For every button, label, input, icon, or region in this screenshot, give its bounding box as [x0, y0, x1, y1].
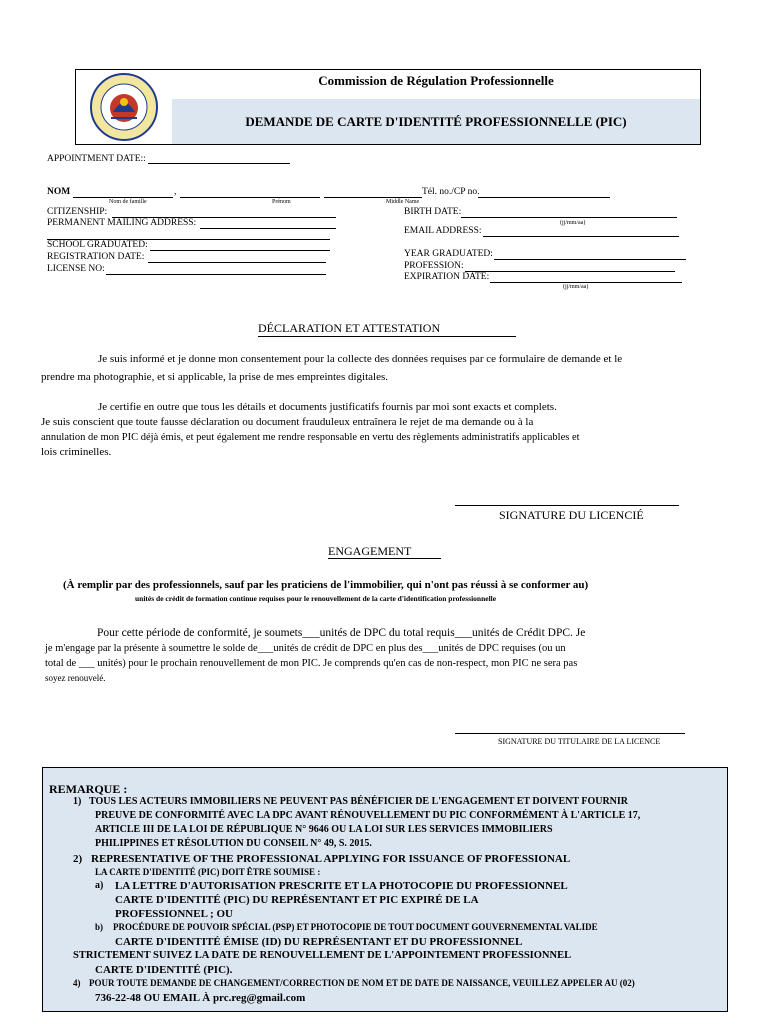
- email-field[interactable]: [483, 236, 679, 237]
- license-holder-signature-line[interactable]: [455, 733, 685, 734]
- appointment-date-label: APPOINTMENT DATE::: [47, 154, 146, 164]
- remark-item-2b-number: b): [95, 922, 104, 932]
- first-name-field[interactable]: [180, 197, 320, 198]
- nom-label: NOM: [47, 187, 71, 197]
- citizenship-label: CITIZENSHIP:: [47, 207, 108, 217]
- remark-item-4-line-1: POUR TOUTE DEMANDE DE CHANGEMENT/CORRECTION DE NOM ET DE DATE DE NAISSANCE, VEUILLEZ APPELER AU (02): [89, 978, 635, 988]
- registration-date-field[interactable]: [148, 262, 326, 263]
- remark-item-2-number: 2): [73, 853, 83, 865]
- appointment-date-field[interactable]: [148, 163, 290, 164]
- mailing-address-field[interactable]: [200, 228, 336, 229]
- remark-item-1-line-4: PHILIPPINES ET RÉSOLUTION DU CONSEIL N° 49, S. 2015.: [95, 838, 372, 849]
- year-graduated-label: YEAR GRADUATED:: [404, 249, 493, 259]
- engagement-paragraph: Pour cette période de conformité, je soumets___unités de DPC du total requis___unités de Crédit DPC. Je je m'engage par la présente à soumettre le solde de___unités de crédit de DPC en plus des___unités de DPC requises (ou un total de ___ unités) pour le prochain renouvellement de mon PIC. Je comprends qu'en cas de non-respect, mon PIC ne sera pas soyez renouvelé.: [45, 627, 586, 683]
- remark-item-2a-line-2: CARTE D'IDENTITÉ (PIC) DU REPRÉSENTANT ET PIC EXPIRÉ DE LA: [115, 894, 479, 906]
- profession-label: PROFESSION:: [404, 261, 464, 271]
- remark-item-3-line-2: CARTE D'IDENTITÉ (PIC).: [95, 964, 233, 976]
- remark-item-2b-line-1: PROCÉDURE DE POUVOIR SPÉCIAL (PSP) ET PHOTOCOPIE DE TOUT DOCUMENT GOUVERNEMENTAL VALIDE: [113, 922, 598, 932]
- tel-label: Tél. no./CP no.: [422, 187, 480, 197]
- remark-item-4-number: 4): [73, 978, 81, 988]
- registration-date-label: REGISTRATION DATE:: [47, 252, 145, 262]
- birth-date-label: BIRTH DATE:: [404, 207, 462, 217]
- remark-item-1-line-3: ARTICLE III DE LA LOI DE RÉPUBLIQUE N° 9646 OU LA LOI SUR LES SERVICES IMMOBILIERS: [95, 824, 553, 835]
- org-name-cell: [172, 70, 700, 100]
- remark-item-2a-line-3: PROFESSIONNEL ; OU: [115, 908, 233, 920]
- declaration-title-underline: [258, 336, 516, 337]
- engagement-subtitle-2: unités de crédit de formation continue requises pour le renouvellement de la carte d'identification professionnelle: [135, 594, 497, 603]
- remark-item-2-line-1: REPRESENTATIVE OF THE PROFESSIONAL APPLYING FOR ISSUANCE OF PROFESSIONAL: [91, 853, 571, 865]
- licensee-signature-label: SIGNATURE DU LICENCIÉ: [499, 508, 644, 522]
- licensee-signature-line[interactable]: [455, 505, 679, 506]
- remark-item-4-line-2: 736-22-48 OU EMAIL À prc.reg@gmail.com: [95, 992, 306, 1004]
- remark-item-1-number: 1): [73, 796, 82, 807]
- declaration-title: DÉCLARATION ET ATTESTATION: [258, 321, 441, 335]
- birth-date-field[interactable]: [461, 217, 677, 218]
- last-name-field[interactable]: [73, 197, 173, 198]
- middle-name-sublabel: Middle Name: [386, 199, 420, 205]
- tel-field[interactable]: [478, 197, 610, 198]
- remark-item-2a-line-1: LA LETTRE D'AUTORISATION PRESCRITE ET LA PHOTOCOPIE DU PROFESSIONNEL: [115, 880, 568, 892]
- license-no-field[interactable]: [106, 274, 326, 275]
- year-graduated-field[interactable]: [494, 259, 686, 260]
- remark-item-1-line-2: PREUVE DE CONFORMITÉ AVEC LA DPC AVANT RÉNOUVELLEMENT DU PIC CONFORMÉMENT À L'ARTICLE 17,: [95, 810, 641, 821]
- prc-seal-logo: [89, 72, 159, 142]
- remark-item-2a-number: a): [95, 880, 104, 891]
- remark-item-3-line-1: STRICTEMENT SUIVEZ LA DATE DE RENOUVELLEMENT DE L'APPOINTEMENT PROFESSIONNEL: [73, 950, 572, 961]
- middle-name-field[interactable]: [324, 197, 422, 198]
- mailing-address-label: PERMANENT MAILING ADDRESS:: [47, 218, 197, 228]
- org-name: Commission de Régulation Professionnelle: [318, 73, 554, 88]
- remark-title: REMARQUE :: [49, 782, 128, 796]
- expiration-date-field[interactable]: [490, 282, 682, 283]
- expiration-date-format: (jj/mm/aa): [563, 284, 589, 290]
- prenom-sublabel: Prénom: [272, 199, 291, 205]
- remark-box: [42, 767, 728, 1012]
- engagement-title-underline: [328, 558, 441, 559]
- profession-field[interactable]: [465, 271, 675, 272]
- email-label: EMAIL ADDRESS:: [404, 226, 482, 236]
- form-title: DEMANDE DE CARTE D'IDENTITÉ PROFESSIONNELLE (PIC): [245, 114, 627, 129]
- nom-sublabel: Nom de famille: [109, 199, 147, 205]
- logo-cell: [76, 70, 173, 144]
- license-holder-signature-label: SIGNATURE DU TITULAIRE DE LA LICENCE: [498, 737, 661, 746]
- declaration-paragraph-1: Je suis informé et je donne mon consentement pour la collecte des données requises par ce formulaire de demande et le prendre ma photographie, et si applicable, la prise de mes empreintes digitales.: [41, 353, 623, 383]
- engagement-subtitle: (À remplir par des professionnels, sauf par les praticiens de l'immobilier, qui n'ont pas réussi à se conformer au): [63, 579, 589, 591]
- license-no-label: LICENSE NO:: [47, 264, 105, 274]
- engagement-title: ENGAGEMENT: [328, 544, 412, 558]
- remark-item-2-line-2: LA CARTE D'IDENTITÉ (PIC) DOIT ÊTRE SOUMISE :: [95, 867, 321, 877]
- form-header: [75, 69, 701, 145]
- declaration-paragraph-2: Je certifie en outre que tous les détails et documents justificatifs fournis par moi sont exacts et complets. Je suis conscient que toute fausse déclaration ou document frauduleux entraînera le rejet de ma demande ou à la annulation de mon PIC déjà émis, et peut également me rendre responsable en vertu des règlements administratifs applicables et lois criminelles.: [41, 401, 580, 458]
- expiration-date-label: EXPIRATION DATE:: [404, 272, 490, 282]
- form-title-cell: [172, 99, 700, 144]
- school-label: SCHOOL GRADUATED:: [47, 240, 148, 250]
- school-field[interactable]: [150, 250, 330, 251]
- remark-item-1-line-1: TOUS LES ACTEURS IMMOBILIERS NE PEUVENT PAS BÉNÉFICIER DE L'ENGAGEMENT ET DOIVENT FOURNIR: [89, 796, 629, 807]
- remark-item-2b-line-2: CARTE D'IDENTITÉ ÉMISE (ID) DU REPRÉSENTANT ET DU PROFESSIONNEL: [115, 936, 523, 948]
- birth-date-format: (jj/mm/aa): [560, 220, 586, 226]
